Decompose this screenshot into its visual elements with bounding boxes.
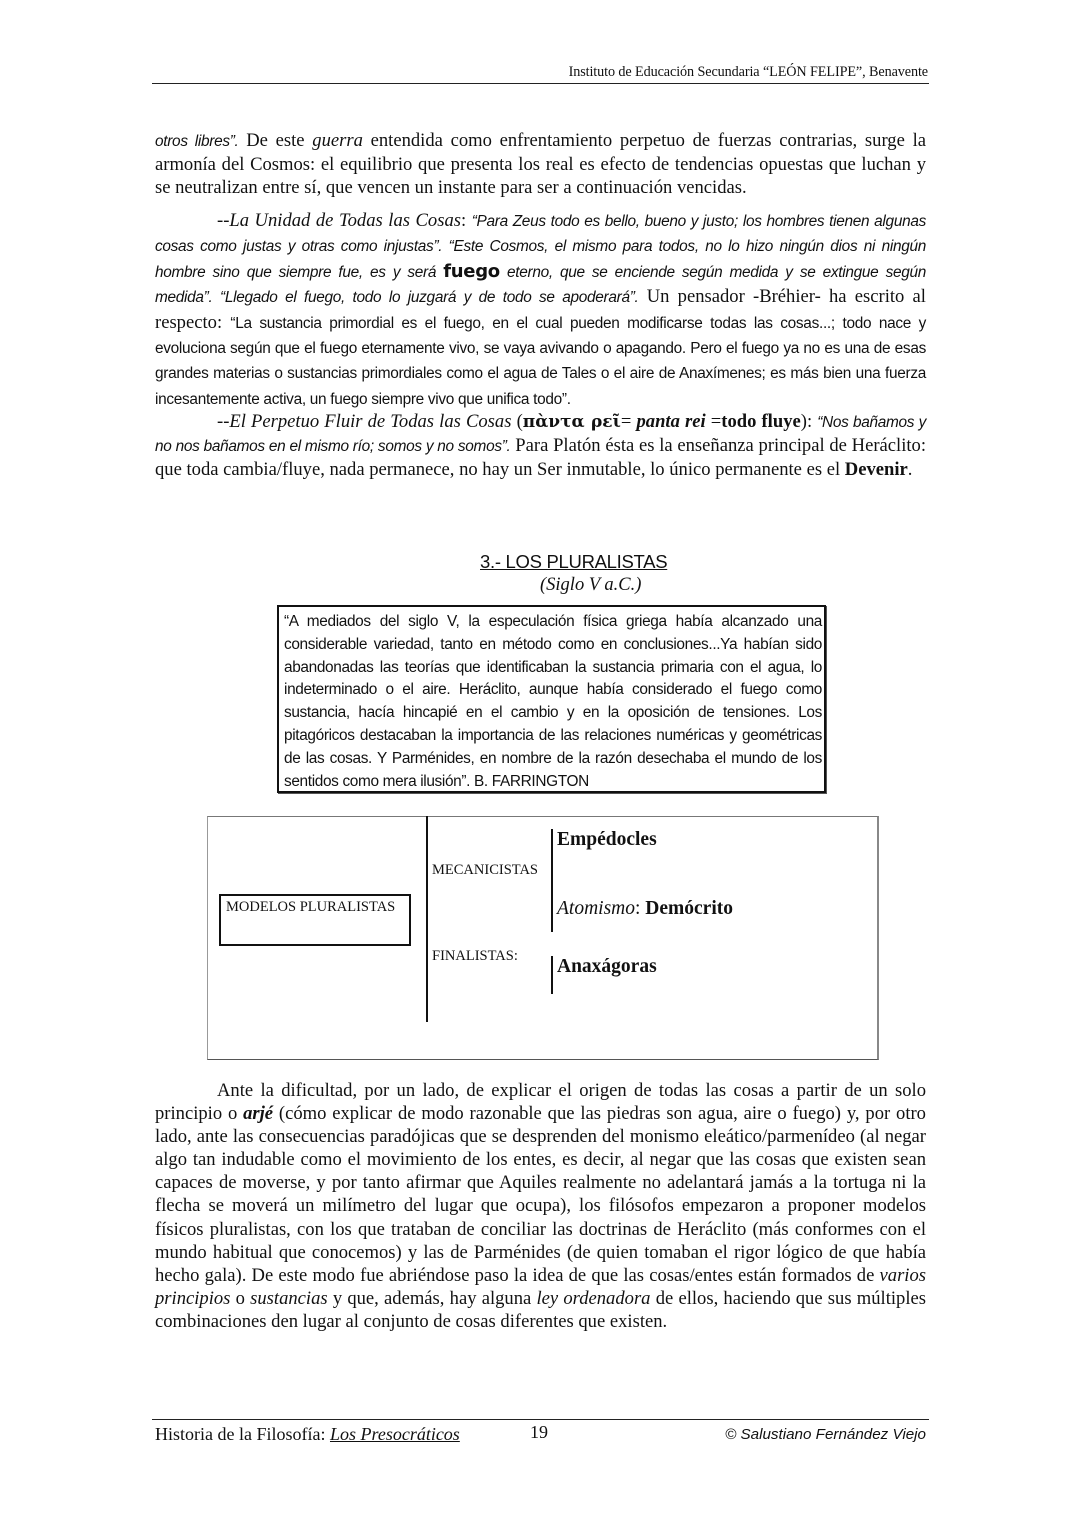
emphasis-devenir: Devenir [844,459,908,481]
footer-author: © Salustiano Fernández Viejo [725,1426,926,1443]
paragraph-unidad: --La Unidad de Todas las Cosas: “Para Zeus todo es bello, bueno y justo; los hombres tienen algunas cosas como justas y otras como injustas”. “Este Cosmos, el mismo para todos, no lo hizo ningún dios ni ningún hombre sino que siempre fue, es y será fuego eterno, que se enciende según medida y se extingue según medida”. “Llegado el fuego, todo lo juzgará y de todo se apoderará”. Un pensador -Bréhier- ha escrito al respecto: “La sustancia primordial es el fuego, en el cual pueden modificarse todas las cosas...; todo nace y evoluciona según que el fuego eternamente vivo, se vaya avivando o apagando. Pero el fuego ya no es una de esas grandes materias o sustancias primordiales como el agua de Tales o el aire de Anaxímenes; es más bien una fuerza incesantemente activa, un fuego siempre vivo que unifica todo”. [155,210,926,408]
greek-panta-rei: πὰντα ρεῖ [522,412,621,432]
emphasis-guerra: guerra [312,130,363,151]
footer-course: Historia de la Filosofía: Los Presocráticos [155,1424,460,1444]
paragraph-pluralistas: Ante la dificultad, por un lado, de explicar el origen de todas las cosas a partir de un solo principio o arjé (cómo explicar de modo razonable que las piedras son agua, aire o fuego) y, por otro lado, ante las consecuencias paradójicas que se desprenden del monismo eleático/parmenídeo (al negar algo tan indudable como el movimiento de los entes, es decir, al negar que las cosas que existen sean capaces de moverse, y por tanto afirmar que Aquiles realmente no adelantará jamás a la tortuga ni la flecha se moverá un milímetro del lugar que ocupa), los filósofos empezaron a proponer modelos físicos pluralistas, con los que trataban de conciliar las doctrinas de Heráclito (más conformes con el mundo habitual que conocemos) y las de Parménides (de quien tomaban el rigor lógico de que había hecho gala). De este modo fue abriéndose paso la idea de que las cosas/entes están formados de varios principios o sustancias y que, además, hay alguna ley ordenadora de ellos, haciendo que sus múltiples combinaciones den lugar al conjunto de cosas diferentes que existen. [155,1080,926,1332]
heraclito-quote: “Para Zeus todo es bello, bueno y justo; los hombres tienen algunas cosas como justas y otras como injustas”. “Este Cosmos, el mismo para todos, no lo hizo ningún dios ni ningún hombre sino que siempre fue, es y será fuego eterno, que se enciende según medida y se extingue según medida”. “Llegado el fuego, todo lo juzgará y de todo se apoderará”. [155,213,926,307]
page-number: 19 [530,1422,548,1442]
header-rule [152,83,929,84]
emphasis-arje: arjé [243,1103,274,1125]
paragraph-perpetuo-fluir: --El Perpetuo Fluir de Todas las Cosas (πὰντα ρεῖ= panta rei =todo fluye): “Nos bañamos y no nos bañamos en el mismo río; somos y no somos”. Para Platón ésta es la enseñanza principal de Heráclito: que toda cambia/fluye, nada permanece, no hay un Ser inmutable, lo único permanente es el Devenir. [155,411,927,481]
diagram-leaf-anaxagoras: Anaxágoras [557,956,657,977]
footer-unit: Los Presocráticos [329,1424,460,1444]
section-title: 3.- LOS PLURALISTAS [480,551,668,572]
democrito: Demócrito [645,898,733,919]
diagram-bracket-mecanicistas [551,829,553,932]
diagram-node-finalistas: FINALISTAS: [432,948,518,964]
subheading-fluir: --El Perpetuo Fluir de Todas las Cosas [217,411,512,432]
paragraph-guerra: otros libres”. De este guerra entendida como enfrentamiento perpetuo de fuerzas contrarias, surge la armonía del Cosmos: el equilibrio que presenta los real es efecto de tendencias opuestas que luchan y se neutralizan entre sí, que vencen un instante para ser a continuación vencidas. [155,130,926,199]
section-subtitle: (Siglo V a.C.) [540,575,642,595]
footer-rule [152,1419,929,1420]
rio-quote: “Nos bañamos y no nos bañamos en el mismo río; somos y no somos”. [155,414,927,456]
diagram-root-node: MODELOS PLURALISTAS [219,894,411,946]
farrington-quote: “A mediados del siglo V, la especulación física griega había alcanzado una considerable variedad, tanto en método como en conclusiones...Ya habían sido abandonadas las teorías que identificaban la sustancia primaria con el agua, lo indeterminado o el aire. Heráclito, aunque había considerado el fuego como sustancia, hacía hincapié en el cambio y en la oposición de tensiones. Los pitagóricos destacaban la importancia de las relaciones numéricas y geométricas de las cosas. Y Parménides, en nombre de la razón desechaba el mundo de los sentidos como mera ilusión”. B. FARRINGTON [284,613,822,790]
diagram-bracket-main [426,816,428,1022]
quote-fragment: otros libres”. [155,133,239,150]
diagram-node-mecanicistas: MECANICISTAS [432,862,538,878]
todo-fluye: todo fluye [721,411,801,432]
brehier-quote: “La sustancia primordial es el fuego, en el cual pueden modificarse todas las cosas...; todo nace y evoluciona según que el fuego eternamente vivo, se vaya avivando o apagando. Pero el fuego ya no es una de esas grandes materias o sustancias primordiales como el agua de Tales o el aire de Anaxímenes; es más bien una fuerza incesantemente activa, un fuego siempre vivo que unifica todo”. [155,314,926,408]
panta-rei: panta rei [636,411,706,432]
diagram-bracket-finalistas [551,956,553,994]
diagram-leaf-atomismo: Atomismo: Demócrito [557,898,733,919]
diagram-leaf-empedocles: Empédocles [557,829,657,850]
emphasis-fuego: fuego [443,260,500,282]
subheading-unidad: --La Unidad de Todas las Cosas [217,210,461,231]
running-header: Instituto de Educación Secundaria “LEÓN FELIPE”, Benavente [568,64,928,80]
farrington-quote-box [277,605,826,793]
